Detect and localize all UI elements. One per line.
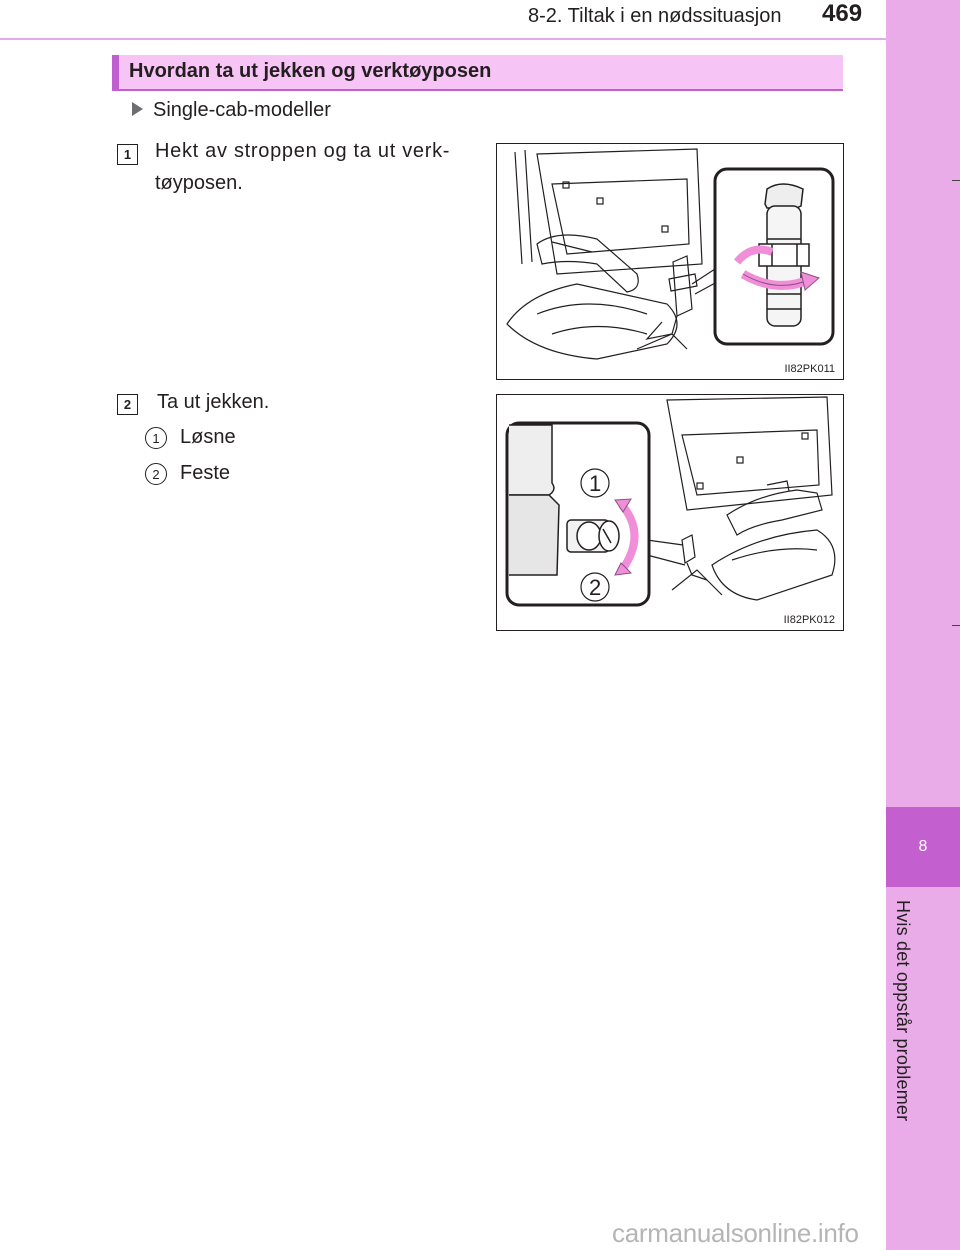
section-heading-text: Hvordan ta ut jekken og verktøyposen [129,60,492,82]
section-heading-accent [112,55,119,91]
substep-1-text: Løsne [180,426,236,448]
substep-number: 2 [152,466,160,482]
step-number-box [117,144,138,165]
triangle-bullet-icon [132,102,143,116]
jack-illustration [497,395,843,630]
callout-label-1: 1 [589,471,602,496]
crop-mark [952,625,960,626]
substep-2-text: Feste [180,462,231,484]
step-2-text: Ta ut jekken. [157,391,270,413]
header-rule [0,38,886,40]
substep-number-circle [145,463,167,485]
crop-mark [952,180,960,181]
step-1-line-2: tøyposen. [155,172,243,194]
section-heading [112,55,843,91]
step-number: 1 [123,147,132,162]
sidebar-tab-top [886,0,960,807]
tool-bag-illustration [497,144,843,379]
substep-number-circle [145,427,167,449]
figure-id-1: II82PK011 [784,363,835,375]
callout-label-2: 2 [589,575,602,600]
header-section-title: 8-2. Tiltak i en nødssituasjon [528,5,782,27]
step-1-line-1: Hekt av stroppen og ta ut verk- [155,140,451,162]
model-subheading-text: Single-cab-modeller [153,99,331,121]
figure-jack [496,394,844,631]
step-number-box [117,394,138,415]
chapter-number: 8 [918,838,928,855]
step-number: 2 [123,397,132,412]
page-number: 469 [822,0,863,27]
model-subheading [132,99,331,122]
watermark: carmanualsonline.info [612,1218,859,1248]
sidebar-chapter-tab[interactable] [886,807,960,887]
step-1-text [155,135,450,199]
substep-number: 1 [152,430,160,446]
figure-id-2: II82PK012 [783,614,835,626]
chapter-title: Hvis det oppstår problemer [893,900,913,1122]
figure-tool-bag [496,143,844,380]
